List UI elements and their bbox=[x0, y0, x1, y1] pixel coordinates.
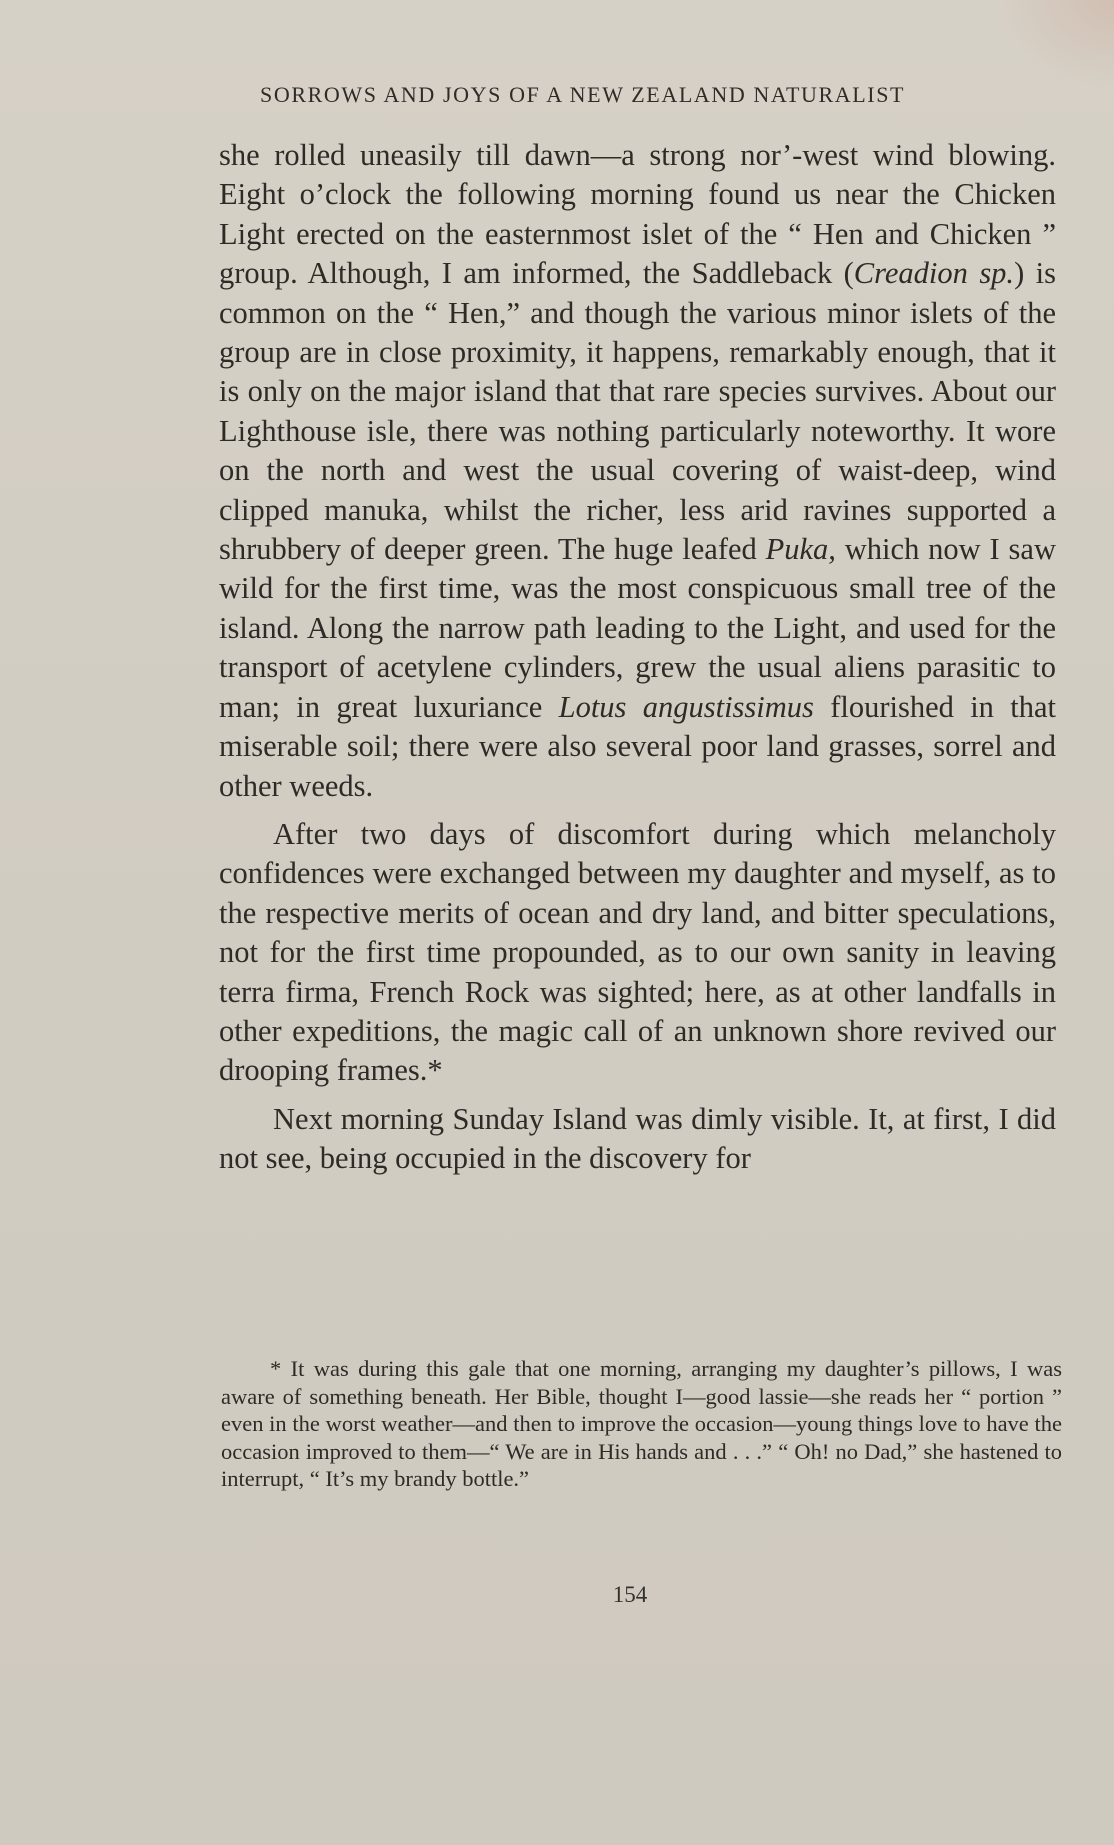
plant-name-puka: Puka, bbox=[765, 532, 836, 567]
page-corner-stain bbox=[994, 0, 1114, 90]
body-text bbox=[219, 136, 1056, 1179]
species-name-creadion: Creadion sp. bbox=[853, 256, 1015, 291]
page-number: 154 bbox=[612, 1582, 648, 1607]
paragraph-1-text-c: which now I saw wild for the first time, was the most conspicuous small tree of the island. Along the narrow path leading to the Light, and used for the transport of acetylene cylinders, grew the usual aliens parasitic to man; in great luxuriance bbox=[219, 532, 1056, 724]
paragraph-1-text-b: ) is common on the “ Hen,” and though the various minor islets of the group are in close proximity, it happens, remarkably enough, that it is only on the major island that that rare species survives. About our Lighthouse isle, there was nothing particularly noteworthy. It wore on the north and west the usual covering of waist-deep, wind clipped manuka, whilst the richer, less arid ravines supported a shrubbery of deeper green. The huge leafed bbox=[219, 256, 1056, 567]
paragraph-1 bbox=[219, 136, 1056, 806]
paragraph-2: After two days of discomfort during which melancholy confidences were exchanged between my daughter and myself, as to the respective merits of ocean and dry land, and bitter speculations, not for the first time propounded, as to our own sanity in leaving terra firma, French Rock was sighted; here, as at other landfalls in other expeditions, the magic call of an unknown shore revived our drooping frames.* bbox=[219, 816, 1056, 1088]
running-head: SORROWS AND JOYS OF A NEW ZEALAND NATURALIST bbox=[260, 82, 906, 107]
footnote bbox=[221, 1355, 1062, 1493]
paragraph-1-text-d: flourished in that miserable soil; there were also several poor land grasses, sorrel and other weeds. bbox=[219, 689, 1056, 803]
footnote-text: * It was during this gale that one morning, arranging my daughter’s pillows, I was aware of something beneath. Her Bible, thought I—good lassie—she reads her “ portion ” even in the worst weather—and then to improve the occasion—young things love to have the occasion improved to them—“ We are in His hands and . . .” “ Oh! no Dad,” she hastened to interrupt, “ It’s my brandy bottle.” bbox=[221, 1356, 1062, 1492]
paragraph-3: Next morning Sunday Island was dimly visible. It, at first, I did not see, being occupied in the discovery for bbox=[219, 1101, 1056, 1176]
species-name-lotus: Lotus angustissimus bbox=[558, 689, 814, 724]
paragraph-1-text-a: she rolled uneasily till dawn—a strong nor’-west wind blowing. Eight o’clock the following morning found us near the Chicken Light erected on the easternmost islet of the “ Hen and Chicken ” group. Although, I am informed, the Saddleback ( bbox=[219, 138, 1056, 291]
